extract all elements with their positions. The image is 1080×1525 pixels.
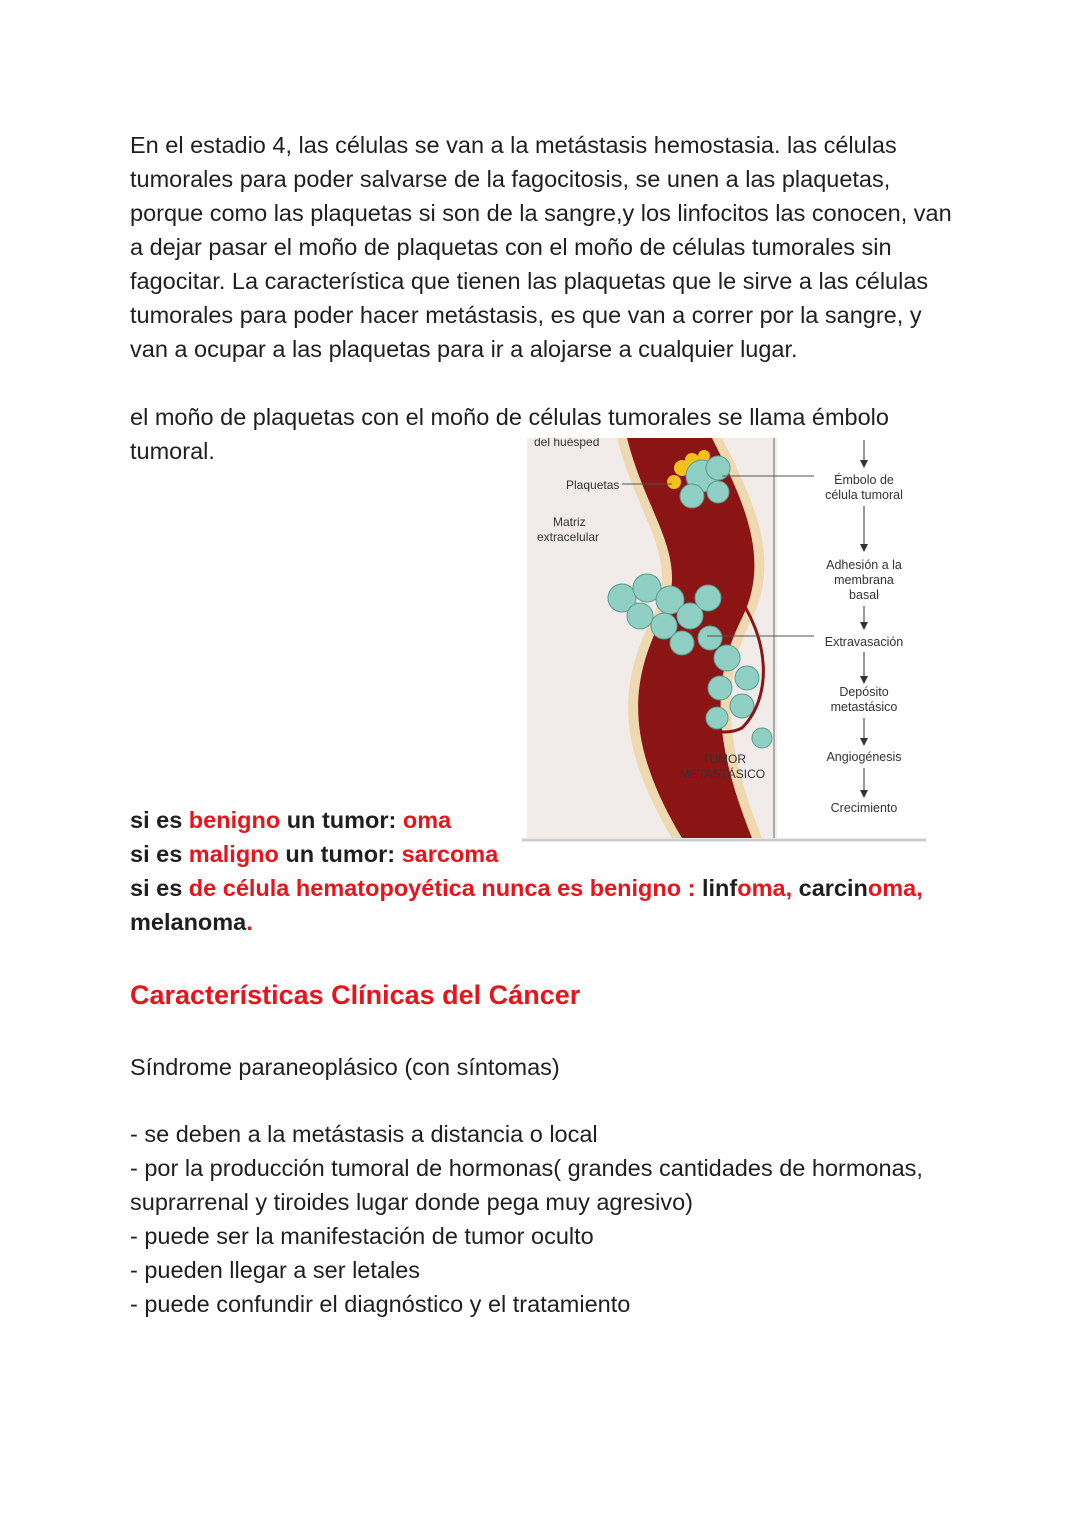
paragraph-embolo: el moño de plaquetas con el moño de células tumorales se llama émbolo tumoral.	[130, 404, 889, 464]
label-matriz-1: Matriz	[553, 515, 586, 529]
rule-hematopoyetica: si es de célula hematopoyética nunca es benigno : linfoma, carcinoma,	[130, 875, 923, 901]
step-2-line2: membrana	[834, 573, 894, 587]
section-heading: Características Clínicas del Cáncer	[130, 980, 581, 1010]
step-6-line1: Crecimiento	[830, 801, 898, 815]
rule-maligno: si es maligno un tumor: sarcoma	[130, 841, 499, 867]
rule-benigno: si es benigno un tumor: oma	[130, 807, 452, 833]
metastasis-diagram	[522, 438, 926, 843]
step-5-line1: Angiogénesis	[826, 750, 902, 764]
rule-hematopoyetica-cont: melanoma.	[130, 909, 253, 935]
tumor-naming-rules	[130, 803, 960, 939]
symptom-list	[130, 1117, 960, 1321]
label-tumor-2: METASTÁSICO	[680, 767, 766, 781]
label-plaquetas: Plaquetas	[566, 478, 620, 492]
paragraph-metastasis: En el estadio 4, las células se van a la metástasis hemostasia. las células tumorales para poder salvarse de la fagocitosis, se unen a las plaquetas, porque como las plaquetas si son de la sangre,y los linfocitos las conocen, van a dejar pasar el moño de plaquetas con el moño de células tumorales sin fagocitar. La característica que tienen las plaquetas que le sirve a las células tumorales para poder hacer metástasis, es que van a correr por la sangre, y van a ocupar a las plaquetas para ir a alojarse a cualquier lugar.	[130, 132, 952, 362]
list-item: - se deben a la metástasis a distancia o local	[130, 1121, 598, 1147]
step-3-line1: Extravasación	[824, 635, 904, 649]
metastasis-figure	[522, 438, 926, 843]
sindrome-title: Síndrome paraneoplásico (con síntomas)	[130, 1054, 560, 1080]
list-item: - puede confundir el diagnóstico y el tratamiento	[130, 1291, 631, 1317]
step-2-line1: Adhesión a la	[826, 558, 902, 572]
list-item: - puede ser la manifestación de tumor oculto	[130, 1223, 594, 1249]
process-steps	[825, 440, 904, 815]
step-4-line1: Depósito	[839, 685, 889, 699]
list-item: - pueden llegar a ser letales	[130, 1257, 421, 1283]
label-huesped: del huésped	[534, 438, 600, 449]
step-2-line3: basal	[849, 588, 879, 602]
label-matriz-2: extracelular	[537, 530, 600, 544]
step-1-line2: célula tumoral	[825, 488, 903, 502]
list-item: - por la producción tumoral de hormonas( grandes cantidades de hormonas, suprarrenal y tiroides lugar donde pega muy agresivo)	[130, 1155, 923, 1215]
step-1-line1: Émbolo de	[834, 473, 894, 487]
step-4-line2: metastásico	[830, 700, 898, 714]
label-tumor-1: TUMOR	[702, 752, 746, 766]
document-body	[130, 128, 960, 468]
